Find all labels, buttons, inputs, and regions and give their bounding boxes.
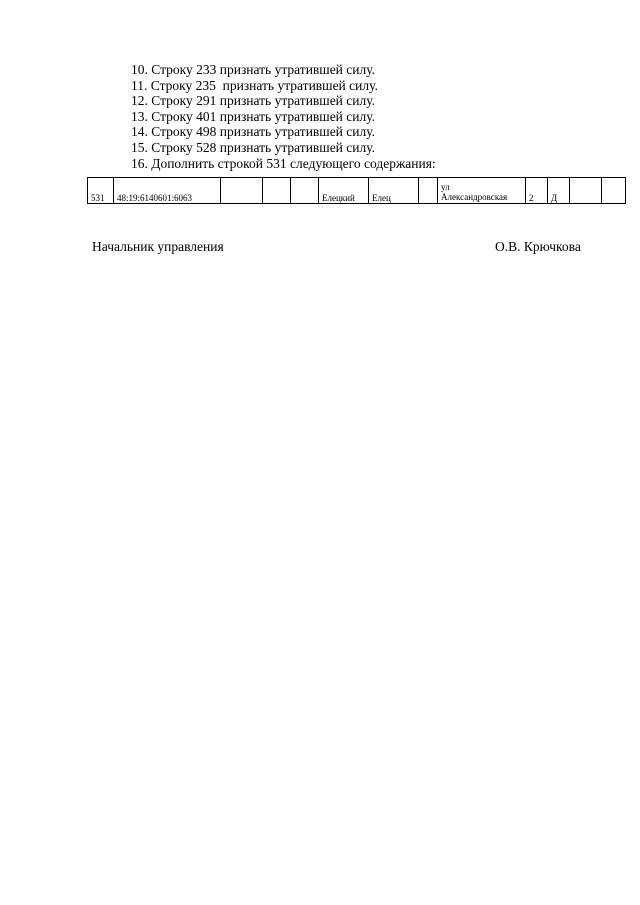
amendment-item: 11. Строку 235 признать утратившей силу. [131,77,378,93]
amendment-item: 15. Строку 528 признать утратившей силу. [131,139,376,155]
cell-empty [419,178,438,204]
cell-city: Елец [369,178,419,204]
cell-empty [602,178,626,204]
signatory-position: Начальник управления [92,239,224,254]
amendment-item: 12. Строку 291 признать утратившей силу. [131,93,376,109]
new-row-table [87,177,626,204]
signatory-name: О.В. Крючкова [495,239,581,254]
cell-house-number: 2 [526,178,548,204]
amendment-item: 16. Дополнить строкой 531 следующего содержания: [131,155,436,171]
cell-empty [570,178,602,204]
cell-row-number: 531 [88,178,114,204]
amendment-item: 14. Строку 498 признать утратившей силу. [131,124,376,140]
cell-cadastral-number: 48:19:6140601:6063 [114,178,221,204]
table-row [88,178,626,204]
amendment-item: 13. Строку 401 признать утратившей силу. [131,108,376,124]
cell-building-letter: Д [548,178,570,204]
street-text: ул Александровская [441,182,508,202]
amendment-list [131,62,436,171]
amendment-item: 10. Строку 233 признать утратившей силу. [131,62,376,77]
cell-street [438,178,526,204]
cell-district: Елецкий [319,178,369,204]
cell-empty [263,178,291,204]
cell-empty [221,178,263,204]
cell-empty [291,178,319,204]
